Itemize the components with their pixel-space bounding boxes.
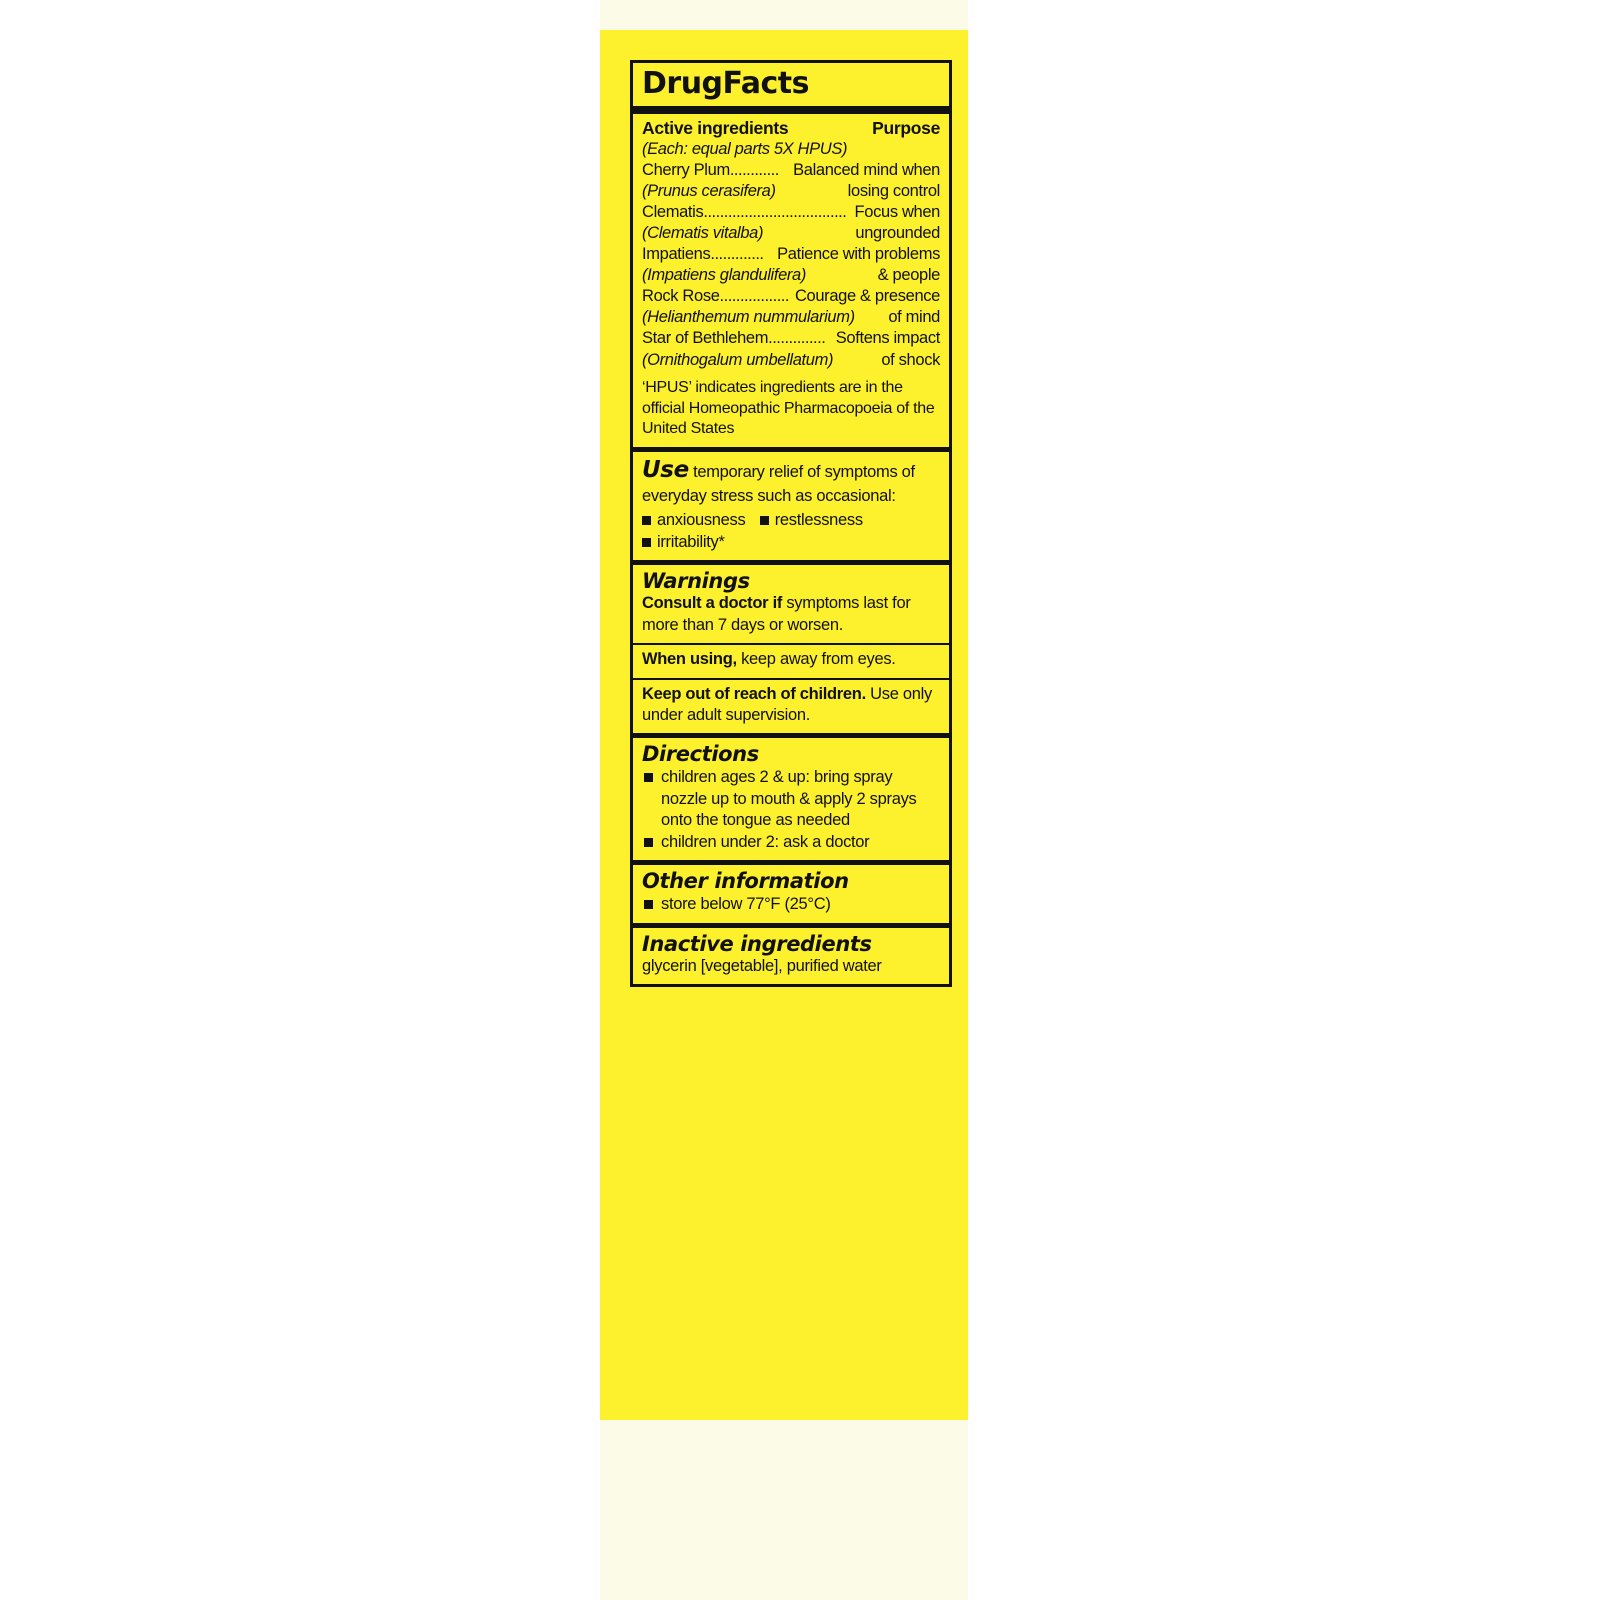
ingredient-purpose: Courage & presence: [794, 287, 940, 306]
bullet-square-icon: [644, 773, 653, 782]
ingredient-name: Rock Rose: [642, 287, 720, 306]
inactive-ingredients-text: glycerin [vegetable], purified water: [642, 956, 882, 975]
ingredient-name: Clematis: [642, 202, 704, 221]
list-item: [642, 894, 940, 915]
ingredient-name: Star of Bethlehem: [642, 329, 769, 348]
use-heading: Use: [642, 457, 689, 484]
drug-facts-label: [630, 60, 952, 987]
keep-out-of-reach-section: [633, 680, 949, 739]
ingredient-row: [642, 328, 940, 349]
ingredient-latin: (Prunus cerasifera): [642, 181, 776, 200]
warnings-heading: Warnings: [642, 569, 750, 594]
other-information-bullets: [642, 894, 940, 915]
drug-facts-title: DrugFacts: [633, 63, 949, 114]
use-bullets-2: [642, 532, 940, 553]
warnings-section: [633, 565, 949, 645]
ingredient-latin: (Clematis vitalba): [642, 223, 764, 242]
ingredient-name: Cherry Plum: [642, 160, 730, 179]
each-note: (Each: equal parts 5X HPUS): [642, 139, 848, 158]
leader-dots: ..............: [768, 329, 826, 348]
ingredient-row: [642, 160, 940, 181]
directions-section: [633, 738, 949, 865]
ingredient-latin-row: [642, 350, 940, 371]
use-bullets: [642, 510, 940, 531]
consult-rest: symptoms last for more than 7 days or worsen.: [642, 594, 911, 634]
inactive-ingredients-heading: Inactive ingredients: [642, 931, 872, 956]
use-bullet: restlessness: [774, 511, 863, 530]
ingredient-purpose-cont: of mind: [888, 308, 940, 327]
use-bullet: anxiousness: [657, 511, 746, 530]
ingredient-purpose: Patience with problems: [777, 245, 940, 264]
direction-text: children under 2: ask a doctor: [661, 832, 870, 851]
keep-out-rest: Use only under adult supervision.: [642, 684, 932, 725]
warnings-consult: [642, 593, 940, 636]
when-using-section: [633, 645, 949, 679]
use-text: temporary relief of symptoms of everyday stress such as occasional:: [642, 463, 915, 505]
ingredient-latin-row: [642, 223, 940, 244]
leader-dots: .................: [719, 287, 789, 306]
ingredient-row: [642, 286, 940, 307]
bullet-square-icon: [642, 538, 651, 547]
active-ingredients-header: [642, 118, 940, 139]
ingredient-purpose-cont: of shock: [881, 350, 940, 369]
consult-bold: Consult a doctor if: [642, 594, 783, 613]
bullet-square-icon: [644, 838, 653, 847]
purpose-label: Purpose: [872, 117, 940, 138]
other-information-heading: Other information: [642, 869, 849, 894]
ingredient-latin-row: [642, 307, 940, 328]
use-section: [633, 452, 949, 565]
ingredient-latin: (Helianthemum nummularium): [642, 308, 855, 327]
ingredient-name: Impatiens: [642, 245, 711, 264]
other-information-text: store below 77°F (25°C): [661, 895, 831, 914]
ingredient-purpose-cont: losing control: [847, 181, 940, 200]
bullet-square-icon: [642, 516, 651, 525]
list-item: [642, 767, 940, 831]
ingredient-latin: (Ornithogalum umbellatum): [642, 350, 834, 369]
use-bullet: irritability*: [657, 532, 725, 551]
leader-dots: ............: [729, 160, 779, 179]
directions-bullets: [642, 767, 940, 853]
bullet-square-icon: [644, 900, 653, 909]
ingredient-latin-row: [642, 265, 940, 286]
ingredient-purpose-cont: ungrounded: [855, 223, 940, 242]
list-item: [642, 832, 940, 853]
ingredient-latin: (Impatiens glandulifera): [642, 266, 807, 285]
leader-dots: .............: [710, 245, 764, 264]
directions-heading: Directions: [642, 742, 759, 767]
inactive-ingredients-section: [633, 928, 949, 984]
when-using-text: [642, 649, 940, 670]
bullet-square-icon: [760, 516, 769, 525]
other-information-section: [633, 865, 949, 927]
ingredient-row: [642, 202, 940, 223]
active-ingredients-section: [633, 114, 949, 453]
ingredient-row: [642, 244, 940, 265]
ingredient-purpose: Softens impact: [835, 329, 940, 348]
ingredient-purpose-cont: & people: [877, 266, 940, 285]
keep-out-bold: Keep out of reach of children.: [642, 684, 866, 703]
ingredient-purpose: Balanced mind when: [793, 160, 940, 179]
hpus-note: ‘HPUS’ indicates ingredients are in the official Homeopathic Pharmacopoeia of the United States: [642, 378, 935, 438]
when-using-bold: When using,: [642, 650, 737, 669]
keep-out-text: [642, 684, 940, 727]
ingredient-purpose: Focus when: [854, 202, 940, 221]
use-text-block: [642, 456, 940, 507]
leader-dots: ...................................: [703, 202, 847, 221]
when-using-rest: keep away from eyes.: [741, 650, 896, 669]
ingredient-latin-row: [642, 181, 940, 202]
active-ingredients-label: Active ingredients: [642, 117, 789, 138]
direction-text: children ages 2 & up: bring spray nozzle up to mouth & apply 2 sprays onto the tongue as needed: [661, 768, 917, 830]
